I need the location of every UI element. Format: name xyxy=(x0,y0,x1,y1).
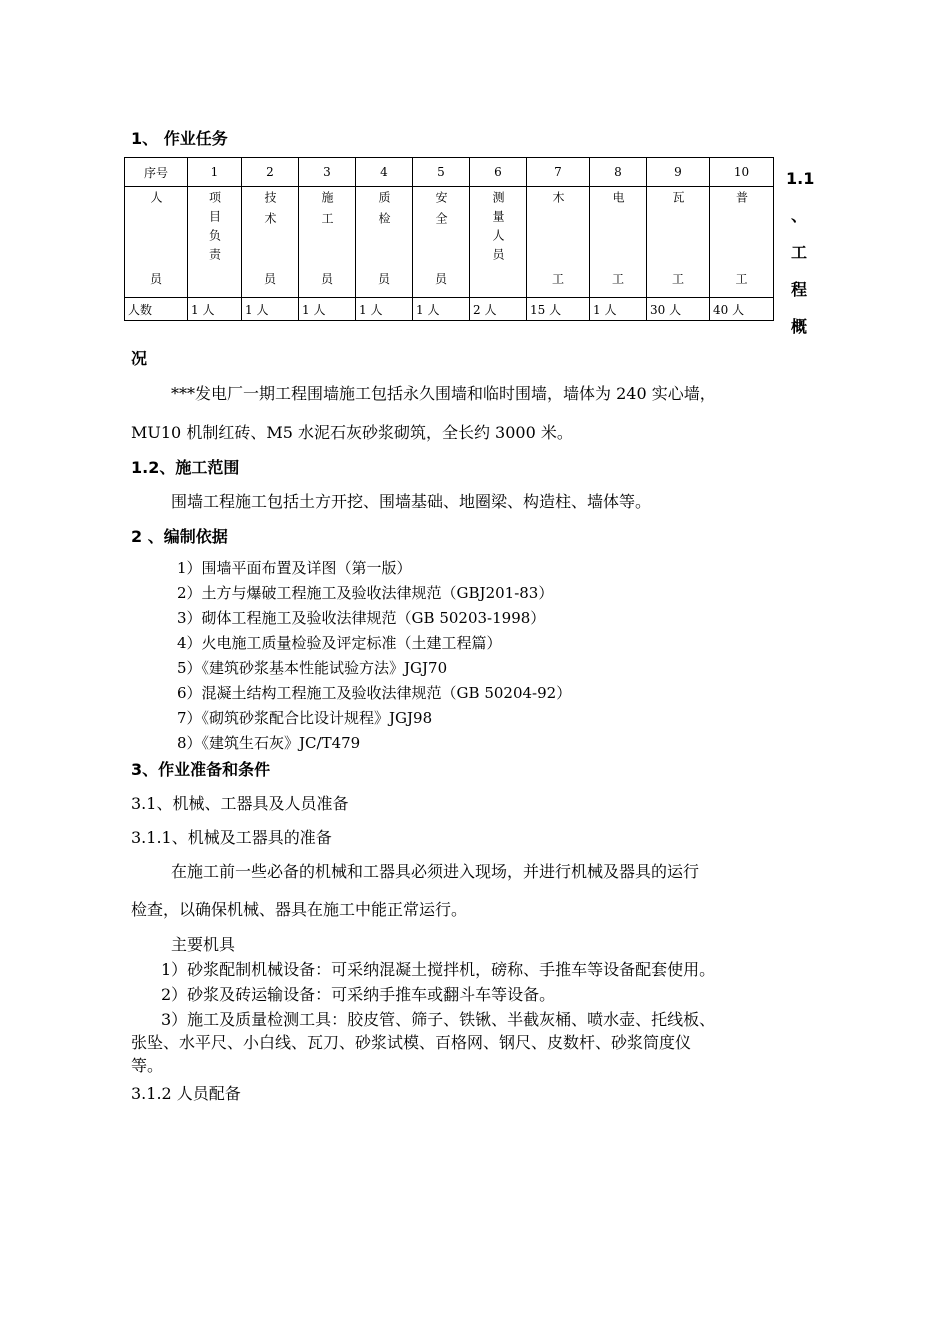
table-cell: 5 xyxy=(413,158,470,187)
role-text: 普 xyxy=(734,191,749,212)
list-item: 5）《建筑砂浆基本性能试验方法》JGJ70 xyxy=(177,659,448,677)
table-cell: 2 人 xyxy=(470,298,527,321)
role-text: 项目负责 xyxy=(207,191,222,267)
section-1-1-title-vertical xyxy=(786,160,815,345)
title-char: 工 xyxy=(790,243,807,262)
section-1-1-title-tail: 况 xyxy=(131,349,148,368)
role-text: 电 xyxy=(611,191,625,212)
role-text: 工 xyxy=(551,272,564,286)
subsection-3-1-2-title: 3.1.2 人员配备 xyxy=(131,1084,241,1103)
role-text: 工 xyxy=(671,272,684,286)
list-item: 6）混凝土结构工程施工及验收法律规范（GB 50204-92） xyxy=(177,684,572,702)
table-cell: 15 人 xyxy=(527,298,590,321)
table-cell xyxy=(710,187,774,298)
paragraph: 在施工前一些必备的机械和工器具必须进入现场，并进行机械及器具的运行 xyxy=(171,862,700,881)
role-text: 测量人员 xyxy=(491,191,505,267)
role-text: 安全 xyxy=(434,191,448,233)
table-cell xyxy=(647,187,710,298)
table-cell: 人数 xyxy=(125,298,188,321)
table-cell xyxy=(188,187,242,298)
table-cell: 1 人 xyxy=(299,298,356,321)
list-item: 2）砂浆及砖运输设备：可采纳手推车或翻斗车等设备。 xyxy=(161,985,556,1004)
list-item: 1）围墙平面布置及详图（第一版） xyxy=(177,559,412,577)
table-cell xyxy=(125,187,188,298)
table-cell: 9 xyxy=(647,158,710,187)
paragraph: 围墙工程施工包括土方开挖、围墙基础、地圈梁、构造柱、墙体等。 xyxy=(171,492,652,511)
role-text: 木 xyxy=(551,191,565,212)
table-cell: 1 人 xyxy=(590,298,647,321)
section-1-2-title: 1.2、施工范围 xyxy=(131,458,240,477)
table-cell xyxy=(590,187,647,298)
table-cell xyxy=(356,187,413,298)
table-cell: 6 xyxy=(470,158,527,187)
role-text: 质检 xyxy=(377,191,391,233)
table-cell: 1 xyxy=(188,158,242,187)
list-item: 3）砌体工程施工及验收法律规范（GB 50203-1998） xyxy=(177,609,546,627)
subsection-3-1-title: 3.1、机械、工器具及人员准备 xyxy=(131,794,349,813)
table-cell: 3 xyxy=(299,158,356,187)
paragraph: ***发电厂一期工程围墙施工包括永久围墙和临时围墙，墙体为 240 实心墙， xyxy=(171,384,716,403)
table-cell xyxy=(413,187,470,298)
list-item-continuation: 等。 xyxy=(131,1056,164,1075)
list-item-continuation: 张坠、水平尺、小白线、瓦刀、砂浆试模、百格网、钢尺、皮数杆、砂浆筒度仪 xyxy=(131,1033,692,1052)
role-text: 施工 xyxy=(320,191,334,233)
list-item: 1）砂浆配制机械设备：可采纳混凝土搅拌机，磅称、手推车等设备配套使用。 xyxy=(161,960,716,979)
table-role-row xyxy=(125,187,774,298)
subsection-3-1-1-title: 3.1.1、机械及工器具的准备 xyxy=(131,828,332,847)
role-text: 技术 xyxy=(263,191,277,233)
title-char: 1.1 xyxy=(786,169,815,188)
section-2-title: 2 、编制依据 xyxy=(131,527,228,546)
role-text: 员 xyxy=(377,272,390,286)
table-header-row xyxy=(125,158,774,187)
staff-table xyxy=(124,157,774,321)
section-3-title: 3、作业准备和条件 xyxy=(131,760,271,779)
role-text: 员 xyxy=(149,272,162,286)
table-cell xyxy=(242,187,299,298)
role-text: 工 xyxy=(735,272,748,286)
section-1-title: 1、 作业任务 xyxy=(131,129,228,148)
table-cell: 30 人 xyxy=(647,298,710,321)
title-char: 程 xyxy=(790,280,807,299)
table-cell: 1 人 xyxy=(188,298,242,321)
role-text: 员 xyxy=(263,272,276,286)
title-char: 概 xyxy=(790,317,807,336)
table-cell: 10 xyxy=(710,158,774,187)
role-text: 人 xyxy=(149,191,163,212)
table-cell: 7 xyxy=(527,158,590,187)
table-cell: 1 人 xyxy=(413,298,470,321)
table-cell: 40 人 xyxy=(710,298,774,321)
table-cell: 8 xyxy=(590,158,647,187)
role-text: 工 xyxy=(611,272,624,286)
list-item: 7）《砌筑砂浆配合比设计规程》JGJ98 xyxy=(177,709,433,727)
table-cell: 2 xyxy=(242,158,299,187)
list-item: 4）火电施工质量检验及评定标准（土建工程篇） xyxy=(177,634,502,652)
table-cell xyxy=(299,187,356,298)
list-item: 3）施工及质量检测工具：胶皮管、筛子、铁锹、半截灰桶、喷水壶、托线板、 xyxy=(161,1010,716,1029)
table-cell: 1 人 xyxy=(242,298,299,321)
paragraph: 检查，以确保机械、器具在施工中能正常运行。 xyxy=(131,900,468,919)
table-cell xyxy=(470,187,527,298)
title-char: 、 xyxy=(790,206,807,225)
table-cell xyxy=(527,187,590,298)
table-cell: 序号 xyxy=(125,158,188,187)
table-cell: 4 xyxy=(356,158,413,187)
role-text: 瓦 xyxy=(671,191,685,212)
paragraph: MU10 机制红砖、M5 水泥石灰砂浆砌筑，全长约 3000 米。 xyxy=(131,423,573,442)
table-count-row xyxy=(125,298,774,321)
list-item: 8）《建筑生石灰》JC/T479 xyxy=(177,734,361,752)
tools-title: 主要机具 xyxy=(171,935,236,954)
table-cell: 1 人 xyxy=(356,298,413,321)
list-item: 2）土方与爆破工程施工及验收法律规范（GBJ201-83） xyxy=(177,584,554,602)
role-text: 员 xyxy=(434,272,447,286)
role-text: 员 xyxy=(320,272,333,286)
